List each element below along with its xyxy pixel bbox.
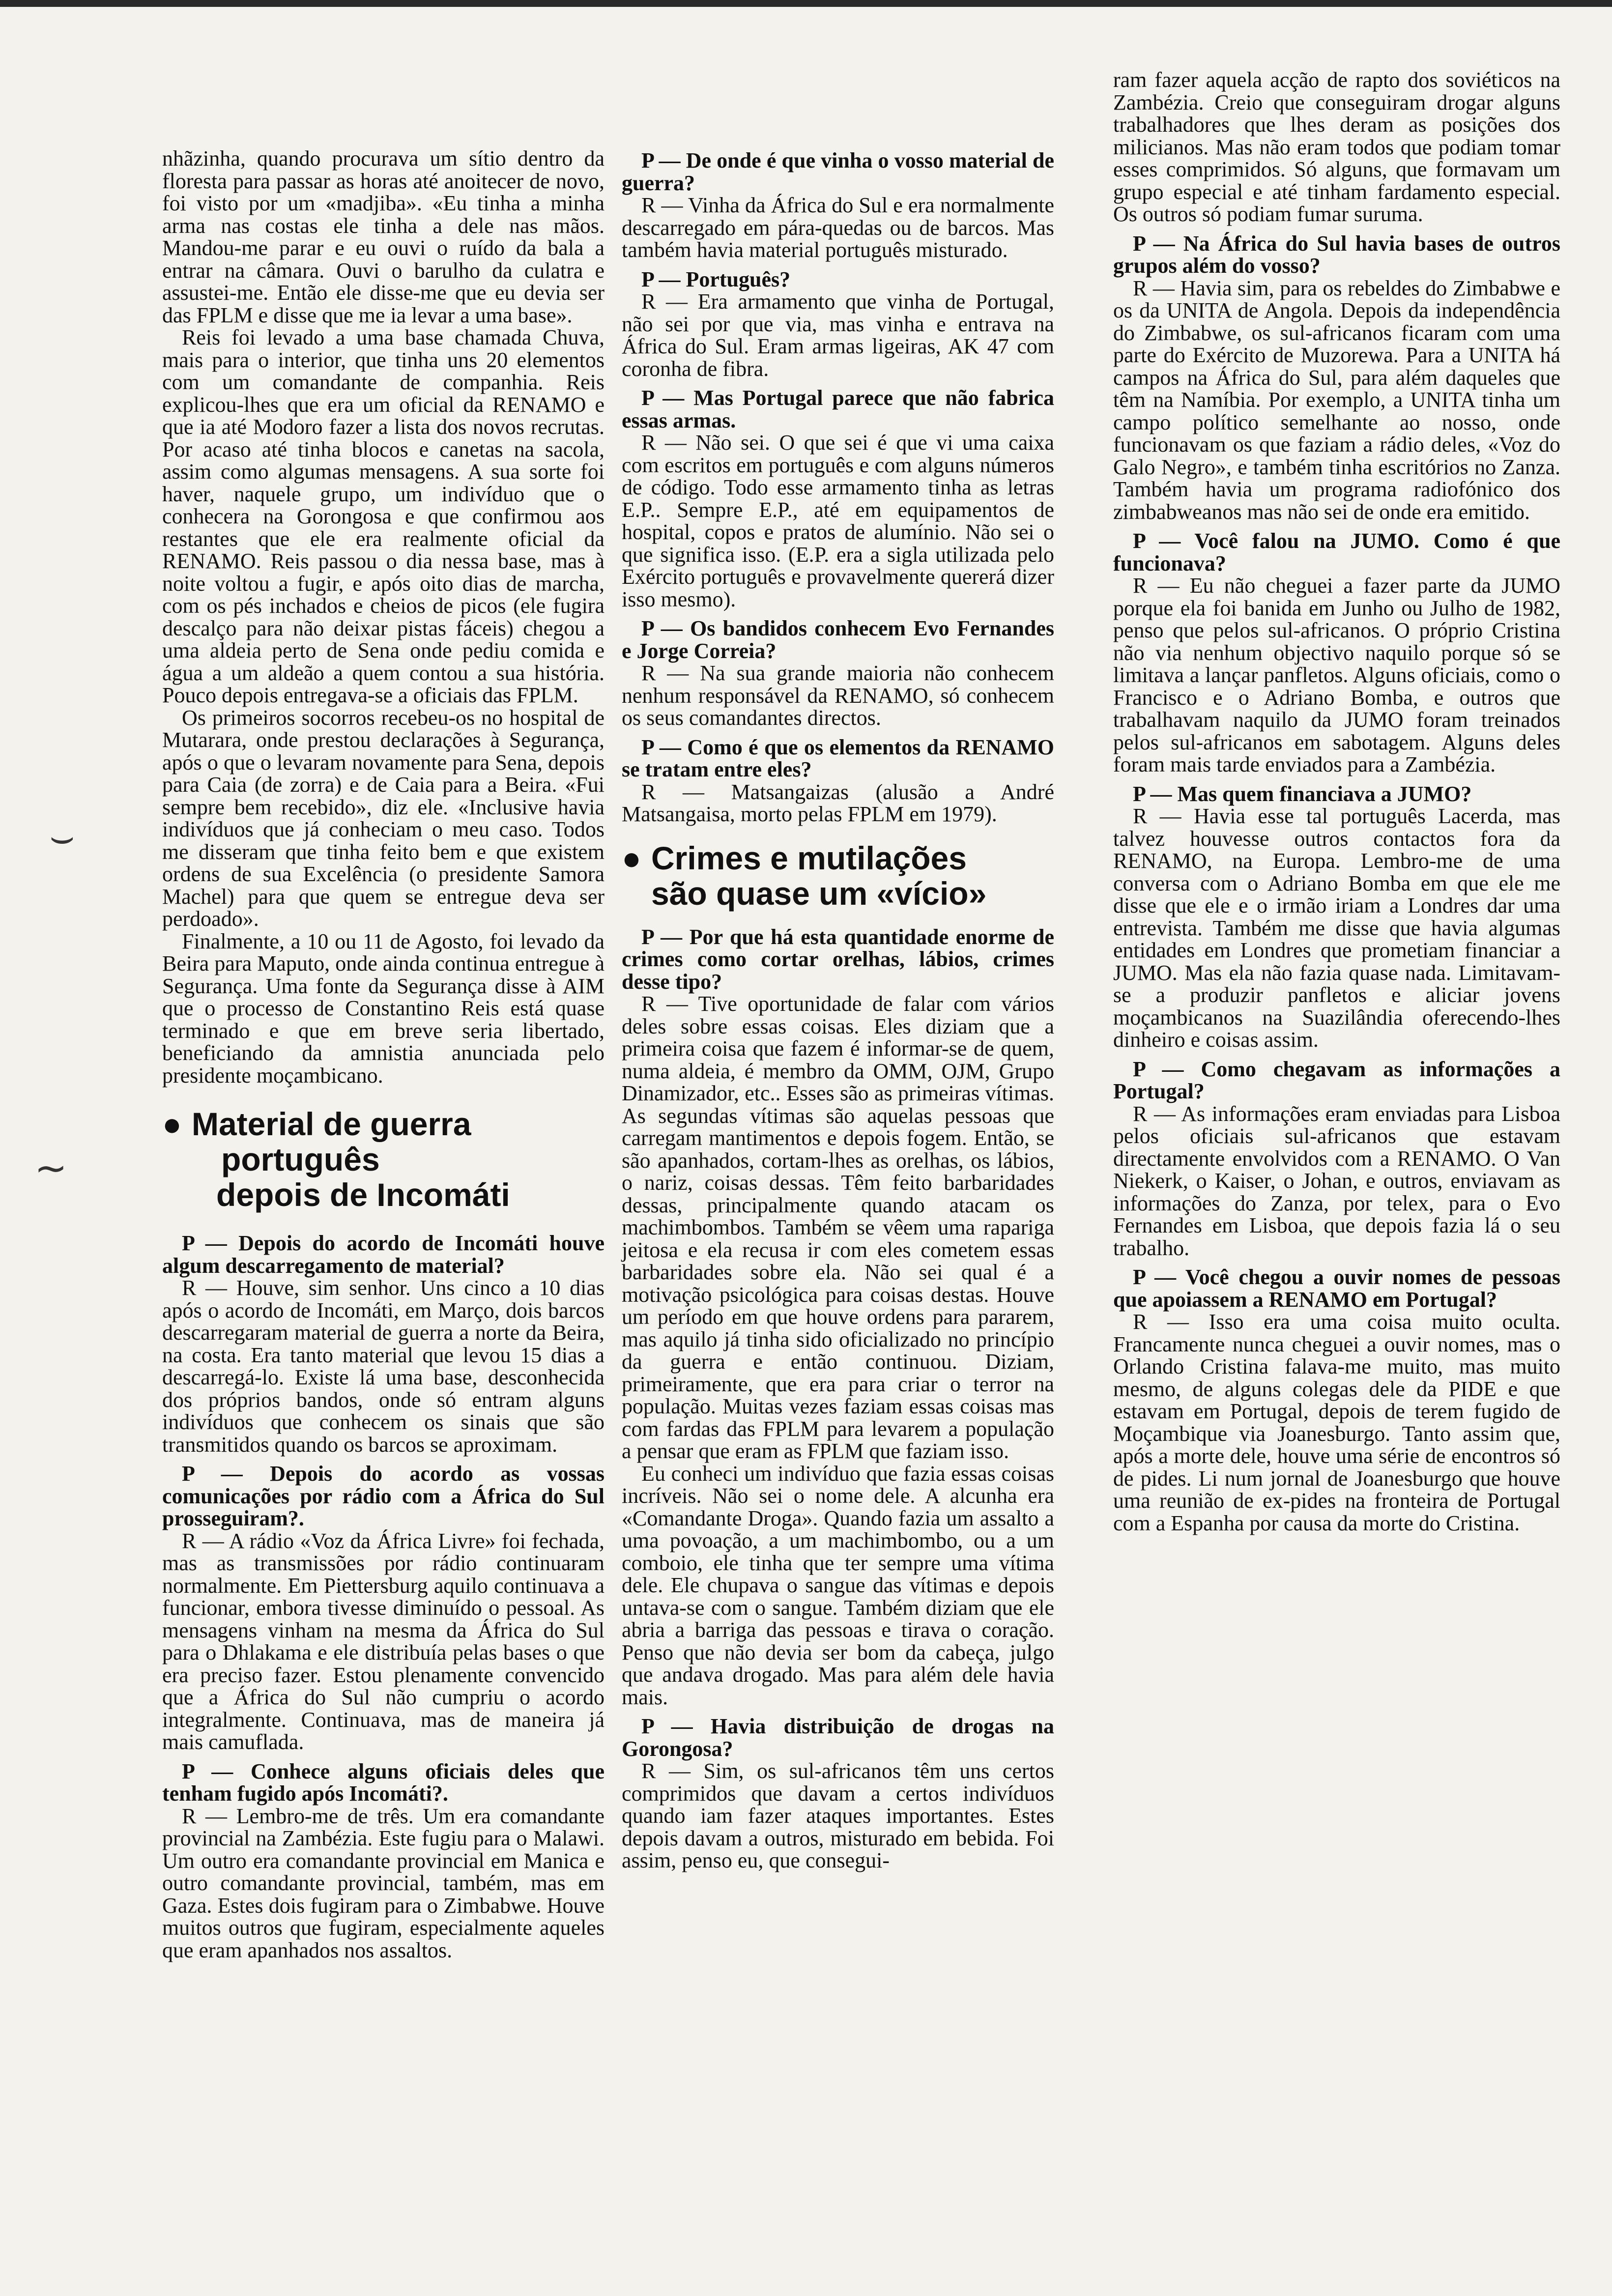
answer: R — Na sua grande maioria não conhecem nenhum responsável da RENAMO, só conhecem os seus comandantes directos.	[622, 661, 1054, 730]
question: P — Você chegou a ouvir nomes de pessoas que apoiassem a RENAMO em Portugal?	[1113, 1265, 1560, 1312]
column-3	[1113, 69, 1560, 1534]
question: P — Na África do Sul havia bases de outros grupos além do vosso?	[1113, 231, 1560, 278]
answer: ram fazer aquela acção de rapto dos soviéticos na Zambézia. Creio que conseguiram drogar alguns trabalhadores que lhes deram as posições dos milicianos. Mas não eram todos que podiam tomar esses comprimidos. Só alguns, que formavam um grupo especial e até tinham fardamento especial. Os outros só podiam fumar suruma.	[1113, 68, 1560, 226]
answer: Eu conheci um indivíduo que fazia essas coisas incríveis. Não sei o nome dele. A alcunha era «Comandante Droga». Quando fazia um assalto a uma povoação, a um machimbombo, ou a um comboio, ele tinha que ter sempre uma vítima dele. Ele chupava o sangue das vítimas e depois untava-se com o sangue. Também diziam que ele abria a barriga das pessoas e tirava o coração. Penso que não devia ser bom da cabeça, julgo que andava drogado. Mas para além dele havia mais.	[622, 1461, 1054, 1709]
question: P — Os bandidos conhecem Evo Fernandes e Jorge Correia?	[622, 616, 1054, 663]
page-top-edge	[0, 0, 1612, 7]
margin-mark-icon: ⌣	[49, 813, 75, 859]
question: P — Conhece alguns oficiais deles que tenham fugido após Incomáti?.	[162, 1759, 604, 1806]
answer: R — Matsangaizas (alusão a André Matsangaisa, morto pelas FPLM em 1979).	[622, 779, 1054, 826]
paragraph: Os primeiros socorros recebeu-os no hospital de Mutarara, onde prestou declarações à Segurança, após o que o levaram novamente para Sena, depois para Caia (de zorra) e de Caia para a Beira. «Fui sempre bem recebido», diz ele. «Inclusive havia indivíduos que já conheciam o meu caso. Todos me disseram que tinha feito bem e que existem ordens de sua Excelência (o presidente Samora Machel) para que quem se entregue deva ser perdoado».	[162, 705, 604, 931]
answer: R — Sim, os sul-africanos têm uns certos comprimidos que davam a certos indivíduos quando iam fazer ataques importantes. Estes depois davam a outros, misturado em bebida. Foi assim, penso eu, que consegui-	[622, 1759, 1054, 1872]
answer: R — Houve, sim senhor. Uns cinco a 10 dias após o acordo de Incomáti, em Março, dois barcos descarregaram material de guerra a norte da Beira, na costa. Era tanto material que levou 15 dias a descarregá-lo. Existe lá uma base, desconhecida dos próprios bandos, onde só entram alguns indivíduos que conhecem os sinais que são transmitidos quando os barcos se aproximam.	[162, 1276, 604, 1457]
question: P — Havia distribuição de drogas na Gorongosa?	[622, 1714, 1054, 1761]
section-heading: ● Material de guerra português depois de Incomáti	[162, 1106, 510, 1213]
answer: R — Não sei. O que sei é que vi uma caixa com escritos em português e com alguns números de código. Todo esse armamento tinha as letras E.P.. Sempre E.P., até em equipamentos de hospital, copos e pratos de alumínio. Não sei o que significa isso. (E.P. era a sigla utilizada pelo Exército português e provavelmente quererá dizer isso mesmo).	[622, 430, 1054, 611]
answer: R — A rádio «Voz da África Livre» foi fechada, mas as transmissões por rádio continuaram normalmente. Em Piettersburg aquilo continuava a funcionar, embora tivesse diminuído o pessoal. As mensagens vinham na mesma da África do Sul para o Dhlakama e ele distribuía pelas bases o que era preciso fazer. Estou plenamente convencido que a África do Sul não cumpriu o acordo integralmente. Continuava, mas de maneira já mais camuflada.	[162, 1528, 604, 1754]
column-1	[162, 147, 604, 1961]
question: P — Mas Portugal parece que não fabrica essas armas.	[622, 386, 1054, 432]
question: P — Por que há esta quantidade enorme de crimes como cortar orelhas, lábios, crimes desse tipo?	[622, 924, 1054, 994]
answer: R — Vinha da África do Sul e era normalmente descarregado em pára-quedas ou de barcos. Mas também havia material português misturado.	[622, 193, 1054, 262]
answer: R — Isso era uma coisa muito oculta. Francamente nunca cheguei a ouvir nomes, mas o Orlando Cristina falava-me muito, mas muito mesmo, de alguns colegas dele da PIDE e que estavam em Portugal, depois de terem fugido de Moçambique via Joanesburgo. Tanto assim que, após a morte dele, houve uma série de encontros só de pides. Li num jornal de Joanesburgo que houve uma reunião de ex-pides na fronteira de Portugal com a Espanha por causa da morte do Cristina.	[1113, 1310, 1560, 1535]
answer: R — Havia sim, para os rebeldes do Zimbabwe e os da UNITA de Angola. Depois da independência do Zimbabwe, os sul-africanos ficaram com uma parte do Exército de Muzorewa. Para a UNITA há campos na África do Sul, para além daqueles que têm na Namíbia. Por exemplo, a UNITA tinha um campo político semelhante ao nosso, onde funcionavam os que faziam a rádio deles, «Voz do Galo Negro», e também tinha escritórios no Zanza. Também havia um programa radiofónico dos zimbabweanos mas não sei de onde era emitido.	[1113, 276, 1560, 524]
answer: R — Eu não cheguei a fazer parte da JUMO porque ela foi banida em Junho ou Julho de 1982, penso que pelos sul-africanos. O próprio Cristina não via nenhum objectivo naquilo porque só se limitava a lançar panfletos. Alguns oficiais, como o Francisco e o Adriano Bomba, e outros que trabalhavam naquilo da JUMO foram treinados pelos sul-africanos em sabotagem. Alguns deles foram mais tarde enviados para a Zambézia.	[1113, 574, 1560, 776]
question: P — Depois do acordo as vossas comunicações por rádio com a África do Sul prosseguiram?.	[162, 1462, 604, 1530]
bullet-icon: ●	[162, 1106, 182, 1142]
answer: R — Havia esse tal português Lacerda, mas talvez houvesse outros contactos fora da RENAMO, na Europa. Lembro-me de uma conversa com o Adriano Bomba em que ele me disse que ele e o irmão iriam a Londres dar uma entrevista. Também me disse que havia algumas entidades em Londres que prometiam financiar a JUMO. Mas ela não fazia quase nada. Limitavam-se a produzir panfletos e aliciar jovens moçambicanos na Suazilândia oferecendo-lhes dinheiro e coisas assim.	[1113, 804, 1560, 1052]
answer: R — Era armamento que vinha de Portugal, não sei por que via, mas vinha e entrava na África do Sul. Eram armas ligeiras, AK 47 com coronha de fibra.	[622, 289, 1054, 381]
paragraph: Finalmente, a 10 ou 11 de Agosto, foi levado da Beira para Maputo, onde ainda continua entregue à Segurança. Uma fonte da Segurança disse à AIM que o processo de Constantino Reis está quase terminado e que em breve seria libertado, beneficiando da amnistia anunciada pelo presidente moçambicano.	[162, 929, 604, 1088]
answer: R — Tive oportunidade de falar com vários deles sobre essas coisas. Eles diziam que a primeira coisa que fazem é informar-se de quem, numa aldeia, é membro da OMM, OJM, Grupo Dinamizador, etc.. Esses são as primeiras vítimas. As segundas vítimas são aquelas pessoas que carregam mantimentos e depois fogem. Então, se são apanhados, cortam-lhes as orelhas, os lábios, o nariz, coisas dessas. Têm feito barbaridades dessas, principalmente quando atacam os machimbombos. Também se vêem uma rapariga jeitosa e ela recusa ir com eles cometem essas barbaridades sobre ela. Não sei qual é a motivação psicológica para coisas destas. Houve um período em que houve ordens para pararem, mas aquilo já tinha sido oficializado no princípio da guerra e então continuou. Diziam, primeiramente, que era para criar o terror na população. Muitas vezes faziam essas coisas mas com fardas das FPLM para levarem a população a pensar que eram as FPLM que faziam isso.	[622, 992, 1054, 1463]
margin-mark-icon: ∼	[34, 1145, 68, 1191]
paragraph: Reis foi levado a uma base chamada Chuva, mais para o interior, que tinha uns 20 elementos com um comandante de companhia. Reis explicou-lhes que era um oficial da RENAMO e que ia até Modoro fazer a lista dos novos recrutas. Por acaso até tinha blocos e canetas na sacola, assim como algumas mensagens. A sua sorte foi haver, naquele grupo, um indivíduo que o conhecera na Gorongosa e que confirmou aos restantes que ele era realmente oficial da RENAMO. Reis passou o dia nessa base, mas à noite voltou a fugir, e após oito dias de marcha, com os pés inchados e cheios de picos (ele fugira descalço para não deixar pistas fáceis) chegou a uma aldeia perto de Sena onde pediu comida e água a um aldeão a quem contou a sua história. Pouco depois entregava-se a oficiais das FPLM.	[162, 325, 604, 707]
question: P — Você falou na JUMO. Como é que funcionava?	[1113, 529, 1560, 575]
section-heading: ● Crimes e mutilações são quase um «vício»	[622, 839, 987, 912]
question: P — Como é que os elementos da RENAMO se tratam entre eles?	[622, 735, 1054, 781]
question: P — Português?	[641, 267, 791, 291]
question: P — De onde é que vinha o vosso material de guerra?	[622, 148, 1054, 195]
question: P — Depois do acordo de Incomáti houve algum descarregamento de material?	[162, 1231, 604, 1278]
bullet-icon: ●	[622, 839, 641, 876]
question: P — Mas quem financiava a JUMO?	[1133, 781, 1472, 806]
answer: R — Lembro-me de três. Um era comandante provincial na Zambézia. Este fugiu para o Malawi. Um outro era comandante provincial em Manica e outro comandante provincial, também, mas em Gaza. Estes dois fugiram para o Zimbabwe. Houve muitos outros que fugiram, especialmente aqueles que eram apanhados nos assaltos.	[162, 1804, 604, 1962]
column-2	[622, 143, 1054, 1872]
answer: R — As informações eram enviadas para Lisboa pelos oficiais sul-africanos que estavam directamente envolvidos com a RENAMO. O Van Niekerk, o Kaiser, o Johan, e outros, enviavam as informações do Zanza, por telex, para o Evo Fernandes em Lisboa, que depois fazia lá o seu trabalho.	[1113, 1101, 1560, 1260]
paragraph: nhãzinha, quando procurava um sítio dentro da floresta para passar as horas até anoitecer de novo, foi visto por um «madjiba». «Eu tinha a minha arma nas costas ele tinha a dele nas mãos. Mandou-me parar e eu ouvi o ruído da bala a entrar na câmara. Ouvi o barulho da culatra e assustei-me. Então ele disse-me que eu devia ser das FPLM e disse que me ia levar a uma base».	[162, 146, 604, 327]
question: P — Como chegavam as informações a Portugal?	[1113, 1057, 1560, 1103]
